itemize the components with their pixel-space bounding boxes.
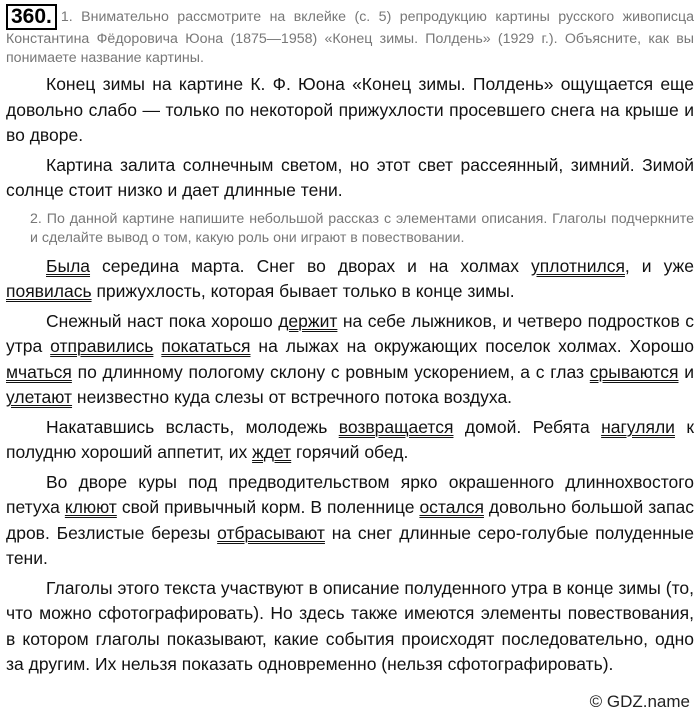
task-2-instruction: 2. По данной картине напишите небольшой рассказ с элементами описания. Глаголы подчеркните и сделайте вывод о том, какую роль они играют в повествовании. xyxy=(30,210,694,246)
story-paragraph-4 xyxy=(6,470,694,572)
answer-1-paragraph-1: Конец зимы на картине К. Ф. Юона «Конец зимы. Полдень» ощущается еще довольно слабо — только по некоторой прижухлости просевшего снега на крыше и во дворе. xyxy=(6,74,694,145)
story-text: и xyxy=(678,361,695,382)
story-paragraph-1 xyxy=(6,254,694,305)
story-text: прижухлость, которая бывает только в конце зимы. xyxy=(91,281,515,301)
verb-underlined: ждет xyxy=(252,442,292,462)
story-text: по длинному пологому склону с ровным ускорением, а с глаз xyxy=(71,361,590,382)
verb-underlined: остался xyxy=(419,497,484,517)
story-text: Снежный наст пока хорошо xyxy=(46,310,279,331)
verb-underlined: срываются xyxy=(589,361,679,382)
verb-underlined: мчаться xyxy=(6,361,72,382)
story-text: довольно большой запас дров. Безлистые березы xyxy=(6,497,694,543)
verb-underlined: отправились xyxy=(50,336,154,356)
story-text: Во дворе куры под предводительством ярко окрашенного длиннохвостого петуха xyxy=(6,471,694,517)
verb-underlined: клюют xyxy=(64,497,117,517)
verb-underlined: покататься xyxy=(161,336,251,356)
task-1-instruction xyxy=(6,4,694,68)
story-conclusion: Глаголы этого текста участвуют в описание полуденного утра в конце зимы (то, что можно сфотографировать). Но здесь также имеются элементы повествования, в котором глаголы показывают, какие события происходят последовательно, одно за другим. Их нельзя показать одновременно (нельзя сфотографировать). xyxy=(6,577,694,674)
story-text: на себе лыжников, и четверо подростков с утра xyxy=(6,310,694,356)
story-text: к полудню хороший аппетит, их xyxy=(6,416,694,462)
story-text: середина марта. Снег во дворах и на холмах xyxy=(90,255,532,276)
story xyxy=(6,254,694,678)
story-paragraph-2 xyxy=(6,309,694,411)
task-number: 360. xyxy=(6,4,57,30)
verb-underlined: появилась xyxy=(6,281,92,301)
story-text: неизвестно куда слезы от встречного потока воздуха. xyxy=(72,387,513,407)
answer-1 xyxy=(6,72,694,204)
answer-1-paragraph-2: Картина залита солнечным светом, но этот свет рассеянный, зимний. Зимой солнце стоит низко и дает длинные тени. xyxy=(6,154,694,200)
verb-underlined: нагуляли xyxy=(601,416,675,437)
story-paragraph-3 xyxy=(6,415,694,466)
story-text: , и уже xyxy=(624,255,694,276)
verb-underlined: улетают xyxy=(6,387,73,407)
story-text: на лыжах на окружающих поселок холмах. Хорошо xyxy=(250,336,694,356)
story-text: домой. Ребята xyxy=(453,416,602,437)
verb-underlined: держит xyxy=(278,310,338,331)
verb-underlined: возвращается xyxy=(338,416,454,437)
story-text: на снег длинные серо-голубые полуденные тени. xyxy=(6,522,694,568)
verb-underlined: Была xyxy=(46,255,91,276)
verb-underlined: отбрасывают xyxy=(217,522,325,543)
watermark: © GDZ.name xyxy=(589,692,690,711)
story-text: свой привычный корм. В поленнице xyxy=(116,497,420,517)
story-text: Накатавшись всласть, молодежь xyxy=(46,416,339,437)
task-1-text: 1. Внимательно рассмотрите на вклейке (с. 5) репродукцию картины русского живописца Константина Фёдоровича Юона (1875—1958) «Конец зимы. Полдень» (1929 г.). Объясните, как вы понимаете название картины. xyxy=(6,9,694,66)
page xyxy=(6,4,694,682)
story-text: горячий обед. xyxy=(291,442,409,462)
verb-underlined: уплотнился xyxy=(531,255,625,276)
